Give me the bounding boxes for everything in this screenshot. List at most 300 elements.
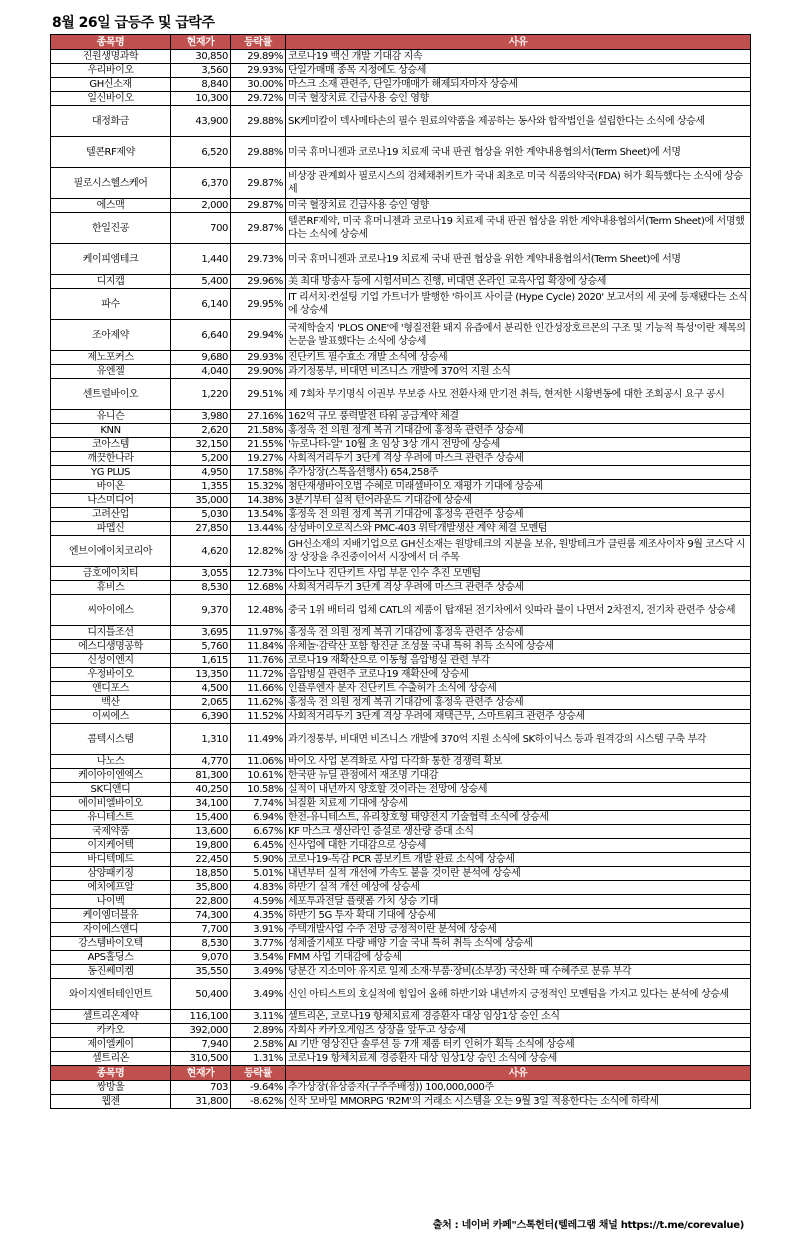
reason-text: 단일가매매 종목 지정에도 상승세 <box>286 64 751 78</box>
change-rate: 29.73% <box>231 244 286 275</box>
table-row <box>51 244 751 275</box>
stock-name: 에스디생명공학 <box>51 640 171 654</box>
current-price: 35,800 <box>171 881 231 895</box>
table-row <box>51 466 751 480</box>
reason-text: 제 7회차 무기명식 이권부 무보증 사모 전환사채 만기전 취득, 현저한 시황변동에 대한 조회공시 요구 공시 <box>286 379 751 410</box>
current-price: 35,550 <box>171 965 231 979</box>
change-rate: 17.58% <box>231 466 286 480</box>
stock-name: 에스맥 <box>51 199 171 213</box>
table-row <box>51 1010 751 1024</box>
change-rate: 29.94% <box>231 320 286 351</box>
current-price: 1,440 <box>171 244 231 275</box>
change-rate: 2.89% <box>231 1024 286 1038</box>
reason-text: IT 리서치·컨설팅 기업 가트너가 발행한 '하이프 사이클 (Hype Cycle) 2020' 보고서의 세 곳에 등재됐다는 소식에 상승세 <box>286 289 751 320</box>
stock-name: 국제약품 <box>51 825 171 839</box>
table-row <box>51 1095 751 1109</box>
table-row <box>51 424 751 438</box>
current-price: 6,640 <box>171 320 231 351</box>
stock-name: 우정바이오 <box>51 668 171 682</box>
reason-text: 중국 1위 배터리 업체 CATL의 제품이 탑재된 전기차에서 잇따라 불이 나면서 2차전지, 전기차 관련주 상승세 <box>286 595 751 626</box>
table-row <box>51 909 751 923</box>
change-rate: 5.90% <box>231 853 286 867</box>
reason-text: 음압병실 관련주 코로나19 재확산에 상승세 <box>286 668 751 682</box>
table-row <box>51 494 751 508</box>
change-rate: 11.84% <box>231 640 286 654</box>
stock-name: 삼양패키징 <box>51 867 171 881</box>
table-row <box>51 581 751 595</box>
current-price: 40,250 <box>171 783 231 797</box>
current-price: 35,000 <box>171 494 231 508</box>
table-row <box>51 881 751 895</box>
current-price: 4,620 <box>171 536 231 567</box>
current-price: 8,840 <box>171 78 231 92</box>
current-price: 34,100 <box>171 797 231 811</box>
stock-name: 바디텍메드 <box>51 853 171 867</box>
current-price: 3,980 <box>171 410 231 424</box>
current-price: 7,700 <box>171 923 231 937</box>
change-rate: 1.31% <box>231 1052 286 1066</box>
reason-text: 추가상장(스톡옵션행사) 654,258주 <box>286 466 751 480</box>
stock-name: 콤텍시스템 <box>51 724 171 755</box>
reason-text: 자회사 카카오게임즈 상장을 앞두고 상승세 <box>286 1024 751 1038</box>
current-price: 15,400 <box>171 811 231 825</box>
current-price: 1,355 <box>171 480 231 494</box>
stock-name: 금호에이치티 <box>51 567 171 581</box>
stock-name: 앤디포스 <box>51 682 171 696</box>
change-rate: 29.87% <box>231 168 286 199</box>
change-rate: 4.35% <box>231 909 286 923</box>
table-row <box>51 410 751 424</box>
stock-name: 에이비엘바이오 <box>51 797 171 811</box>
reason-text: 162억 규모 풍력발전 타워 공급계약 체결 <box>286 410 751 424</box>
reason-text: 당분간 지소미아 유지로 일제 소재·부품·장비(소부장) 국산화 때 수혜주로 분류 부각 <box>286 965 751 979</box>
current-price: 392,000 <box>171 1024 231 1038</box>
stock-name: 나스미디어 <box>51 494 171 508</box>
change-rate: 29.88% <box>231 106 286 137</box>
table-header-row <box>51 1066 751 1081</box>
stock-name: 조아제약 <box>51 320 171 351</box>
reason-text: 진단키트 필수효소 개발 소식에 상승세 <box>286 351 751 365</box>
stock-name: 센트럴바이오 <box>51 379 171 410</box>
reason-text: 국제학술지 'PLOS ONE'에 '형질전환 돼지 유즙에서 분리한 인간성장호르몬의 구조 및 기능적 특성'이란 제목의 논문을 발표했다는 소식에 상승세 <box>286 320 751 351</box>
table-row <box>51 682 751 696</box>
table-row <box>51 1024 751 1038</box>
change-rate: 12.73% <box>231 567 286 581</box>
reason-text: 신인 아티스트의 호실적에 힘입어 올해 하반기와 내년까지 긍정적인 모멘텀을 가지고 있다는 분석에 상승세 <box>286 979 751 1010</box>
table-row <box>51 595 751 626</box>
stock-name: 셀트리온 <box>51 1052 171 1066</box>
table-row <box>51 168 751 199</box>
page-title: 8월 26일 급등주 및 급락주 <box>52 15 215 31</box>
stock-name: 케이아이엔엑스 <box>51 769 171 783</box>
stock-name: 제이엘케이 <box>51 1038 171 1052</box>
change-rate: 27.16% <box>231 410 286 424</box>
reason-text: 과기정통부, 비대면 비즈니스 개발에 370억 지원 소식 <box>286 365 751 379</box>
change-rate: 29.90% <box>231 365 286 379</box>
current-price: 3,695 <box>171 626 231 640</box>
reason-text: 사회적거리두기 3단계 격상 우려에 마스크 관련주 상승세 <box>286 581 751 595</box>
change-rate: 10.58% <box>231 783 286 797</box>
change-rate: 15.32% <box>231 480 286 494</box>
change-rate: 29.87% <box>231 213 286 244</box>
current-price: 6,520 <box>171 137 231 168</box>
change-rate: -9.64% <box>231 1081 286 1095</box>
table-row <box>51 78 751 92</box>
current-price: 13,600 <box>171 825 231 839</box>
change-rate: 4.59% <box>231 895 286 909</box>
header-change: 등락률 <box>231 35 286 50</box>
current-price: 6,390 <box>171 710 231 724</box>
reason-text: 하반기 실적 개선 예상에 상승세 <box>286 881 751 895</box>
table-row <box>51 839 751 853</box>
table-row <box>51 275 751 289</box>
table-row <box>51 137 751 168</box>
change-rate: 6.45% <box>231 839 286 853</box>
stock-name: 코아스템 <box>51 438 171 452</box>
reason-text: 셀트리온, 코로나19 항체치료제 경증환자 대상 임상1상 승인 소식 <box>286 1010 751 1024</box>
current-price: 74,300 <box>171 909 231 923</box>
reason-text: 삼성바이오로직스와 PMC-403 위탁개발생산 계약 체결 모멘텀 <box>286 522 751 536</box>
stock-name: 유엔젤 <box>51 365 171 379</box>
change-rate: 11.06% <box>231 755 286 769</box>
stock-name: APS홀딩스 <box>51 951 171 965</box>
table-row <box>51 783 751 797</box>
change-rate: 11.72% <box>231 668 286 682</box>
reason-text: 코로나19 재확산으로 이동형 음압병실 관련 부각 <box>286 654 751 668</box>
reason-text: 3분기부터 실적 턴어라운드 기대감에 상승세 <box>286 494 751 508</box>
reason-text: 코로나19-독감 PCR 콤보키트 개발 완료 소식에 상승세 <box>286 853 751 867</box>
reason-text: 과기정통부, 비대면 비즈니스 개발에 370억 지원 소식에 SK하이닉스 등과 원격강의 시스템 구축 부각 <box>286 724 751 755</box>
change-rate: 29.51% <box>231 379 286 410</box>
stock-name: 신성이엔지 <box>51 654 171 668</box>
current-price: 8,530 <box>171 581 231 595</box>
table-row <box>51 508 751 522</box>
change-rate: 6.67% <box>231 825 286 839</box>
stock-name: 한일진공 <box>51 213 171 244</box>
stock-name: 와이지엔터테인먼트 <box>51 979 171 1010</box>
reason-text: 한국판 뉴딜 관점에서 재조명 기대감 <box>286 769 751 783</box>
change-rate: 3.91% <box>231 923 286 937</box>
change-rate: 10.61% <box>231 769 286 783</box>
table-header-row <box>51 35 751 50</box>
reason-text: 인플루엔자 분자 진단키트 수출허가 소식에 상승세 <box>286 682 751 696</box>
reason-text: 뇌질환 치료제 기대에 상승세 <box>286 797 751 811</box>
current-price: 6,140 <box>171 289 231 320</box>
current-price: 31,800 <box>171 1095 231 1109</box>
table-row <box>51 452 751 466</box>
stock-name: 디지캡 <box>51 275 171 289</box>
current-price: 4,500 <box>171 682 231 696</box>
change-rate: -8.62% <box>231 1095 286 1109</box>
current-price: 4,950 <box>171 466 231 480</box>
reason-text: 미국 휴머니젠과 코로나19 치료제 국내 판권 협상을 위한 계약내용협의서(Term Sheet)에 서명 <box>286 137 751 168</box>
reason-text: 실적이 내년까지 양호할 것이라는 전망에 상승세 <box>286 783 751 797</box>
current-price: 7,940 <box>171 1038 231 1052</box>
change-rate: 29.95% <box>231 289 286 320</box>
reason-text: GH신소재의 지배기업으로 GH신소재는 원방테크의 지분을 보유, 원방테크가 클린룸 제조사이자 9월 코스닥 시장 상장을 추진중이어서 시장에서 더 주목 <box>286 536 751 567</box>
stock-name: 깨끗한나라 <box>51 452 171 466</box>
change-rate: 30.00% <box>231 78 286 92</box>
header-change: 등락률 <box>231 1066 286 1081</box>
reason-text: 홍정욱 전 의원 정계 복귀 기대감에 홍정욱 관련주 상승세 <box>286 508 751 522</box>
current-price: 32,150 <box>171 438 231 452</box>
change-rate: 2.58% <box>231 1038 286 1052</box>
current-price: 2,065 <box>171 696 231 710</box>
change-rate: 3.49% <box>231 965 286 979</box>
stock-name: 파수 <box>51 289 171 320</box>
reason-text: 주택개발사업 수주 전망 긍정적이란 분석에 상승세 <box>286 923 751 937</box>
table-row <box>51 1052 751 1066</box>
reason-text: 비상장 관계회사 필로시스의 검체채취키트가 국내 최초로 미국 식품의약국(FDA) 허가 획득했다는 소식에 상승세 <box>286 168 751 199</box>
current-price: 9,680 <box>171 351 231 365</box>
change-rate: 29.72% <box>231 92 286 106</box>
current-price: 310,500 <box>171 1052 231 1066</box>
change-rate: 29.96% <box>231 275 286 289</box>
header-price: 현재가 <box>171 35 231 50</box>
reason-text: 다이노나 진단키트 사업 부문 인수 추진 모멘텀 <box>286 567 751 581</box>
current-price: 2,620 <box>171 424 231 438</box>
stock-name: 제노포커스 <box>51 351 171 365</box>
stock-name: 쌍방울 <box>51 1081 171 1095</box>
table-row <box>51 320 751 351</box>
current-price: 1,220 <box>171 379 231 410</box>
current-price: 116,100 <box>171 1010 231 1024</box>
change-rate: 11.97% <box>231 626 286 640</box>
current-price: 5,760 <box>171 640 231 654</box>
table-row <box>51 937 751 951</box>
stock-name: 케이엠더블유 <box>51 909 171 923</box>
change-rate: 13.54% <box>231 508 286 522</box>
change-rate: 4.83% <box>231 881 286 895</box>
change-rate: 12.68% <box>231 581 286 595</box>
stock-name: YG PLUS <box>51 466 171 480</box>
reason-text: FMM 사업 기대감에 상승세 <box>286 951 751 965</box>
table-row <box>51 923 751 937</box>
change-rate: 11.76% <box>231 654 286 668</box>
current-price: 22,800 <box>171 895 231 909</box>
change-rate: 29.88% <box>231 137 286 168</box>
table-row <box>51 769 751 783</box>
stock-name: GH신소재 <box>51 78 171 92</box>
stock-name: 대정화금 <box>51 106 171 137</box>
change-rate: 29.93% <box>231 64 286 78</box>
table-row <box>51 1081 751 1095</box>
change-rate: 11.52% <box>231 710 286 724</box>
current-price: 1,310 <box>171 724 231 755</box>
reason-text: 성체줄기세포 다량 배양 기술 국내 특허 취득 소식에 상승세 <box>286 937 751 951</box>
stock-name: KNN <box>51 424 171 438</box>
stock-name: 카카오 <box>51 1024 171 1038</box>
stock-name: 이지케어텍 <box>51 839 171 853</box>
change-rate: 5.01% <box>231 867 286 881</box>
change-rate: 3.49% <box>231 979 286 1010</box>
reason-text: 첨단재생바이오법 수혜로 미래셀바이오 재평가 기대에 상승세 <box>286 480 751 494</box>
reason-text: 유체놀·감락산 포함 항진균 조성물 국내 특허 취득 소식에 상승세 <box>286 640 751 654</box>
current-price: 8,530 <box>171 937 231 951</box>
stock-name: 일신바이오 <box>51 92 171 106</box>
table-row <box>51 654 751 668</box>
current-price: 4,770 <box>171 755 231 769</box>
table-row <box>51 522 751 536</box>
table-row <box>51 724 751 755</box>
reason-text: 사회적거리두기 3단계 격상 우려에 재택근무, 스마트워크 관련주 상승세 <box>286 710 751 724</box>
table-row <box>51 351 751 365</box>
reason-text: SK케미칼이 덱사메타손의 필수 원료의약품을 제공하는 동사와 합작법인을 설립한다는 소식에 상승세 <box>286 106 751 137</box>
table-row <box>51 668 751 682</box>
change-rate: 3.11% <box>231 1010 286 1024</box>
change-rate: 29.89% <box>231 50 286 64</box>
current-price: 703 <box>171 1081 231 1095</box>
table-row <box>51 536 751 567</box>
stock-name: 고려산업 <box>51 508 171 522</box>
table-row <box>51 951 751 965</box>
current-price: 81,300 <box>171 769 231 783</box>
reason-text: 한전-유니테스트, 유리창호형 태양전지 기술협력 소식에 상승세 <box>286 811 751 825</box>
change-rate: 14.38% <box>231 494 286 508</box>
table-row <box>51 797 751 811</box>
stock-name: 휴비스 <box>51 581 171 595</box>
reason-text: 추가상장(유상증자(구주주배정)) 100,000,000주 <box>286 1081 751 1095</box>
stock-name: 에치에프알 <box>51 881 171 895</box>
table-row <box>51 696 751 710</box>
table-row <box>51 213 751 244</box>
table-row <box>51 1038 751 1052</box>
table-row <box>51 811 751 825</box>
reason-text: 바이오 사업 본격화로 사업 다각화 통한 경쟁력 확보 <box>286 755 751 769</box>
table-row <box>51 965 751 979</box>
change-rate: 13.44% <box>231 522 286 536</box>
table-row <box>51 64 751 78</box>
current-price: 13,350 <box>171 668 231 682</box>
reason-text: 내년부터 실적 개선에 가속도 붙을 것이란 분석에 상승세 <box>286 867 751 881</box>
table-row <box>51 979 751 1010</box>
stock-name: 백산 <box>51 696 171 710</box>
reason-text: 홍정욱 전 의원 정계 복귀 기대감에 홍정욱 관련주 상승세 <box>286 626 751 640</box>
stock-name: 엔브이에이치코리아 <box>51 536 171 567</box>
reason-text: 텔콘RF제약, 미국 휴머니젠과 코로나19 치료제 국내 판권 협상을 위한 계약내용협의서(Term Sheet)에 서명했다는 소식에 상승세 <box>286 213 751 244</box>
reason-text: 홍정욱 전 의원 정계 복귀 기대감에 홍정욱 관련주 상승세 <box>286 696 751 710</box>
current-price: 5,200 <box>171 452 231 466</box>
change-rate: 11.62% <box>231 696 286 710</box>
current-price: 6,370 <box>171 168 231 199</box>
current-price: 43,900 <box>171 106 231 137</box>
stock-name: 유니테스트 <box>51 811 171 825</box>
current-price: 3,055 <box>171 567 231 581</box>
change-rate: 3.77% <box>231 937 286 951</box>
table-row <box>51 825 751 839</box>
current-price: 3,560 <box>171 64 231 78</box>
header-name: 종목명 <box>51 1066 171 1081</box>
reason-text: 홍정욱 전 의원 정계 복귀 기대감에 홍정욱 관련주 상승세 <box>286 424 751 438</box>
table-row <box>51 867 751 881</box>
current-price: 5,400 <box>171 275 231 289</box>
reason-text: KF 마스크 생산라인 증설로 생산량 증대 소식 <box>286 825 751 839</box>
table-row <box>51 379 751 410</box>
header-name: 종목명 <box>51 35 171 50</box>
change-rate: 12.48% <box>231 595 286 626</box>
change-rate: 29.93% <box>231 351 286 365</box>
stock-name: 나이벡 <box>51 895 171 909</box>
reason-text: 코로나19 항체치료제 경증환자 대상 임상1상 승인 소식에 상승세 <box>286 1052 751 1066</box>
table-row <box>51 92 751 106</box>
current-price: 9,370 <box>171 595 231 626</box>
reason-text: 미국 혈장치료 긴급사용 승인 영향 <box>286 199 751 213</box>
reason-text: 세포투과전달 플랫폼 가치 상승 기대 <box>286 895 751 909</box>
stock-name: 씨아이에스 <box>51 595 171 626</box>
stock-table-body <box>51 35 751 1109</box>
reason-text: 신사업에 대한 기대감으로 상승세 <box>286 839 751 853</box>
stock-name: 디지틀조선 <box>51 626 171 640</box>
change-rate: 3.54% <box>231 951 286 965</box>
reason-text: 마스크 소재 관련주, 단일가매매가 해제되자마자 상승세 <box>286 78 751 92</box>
current-price: 2,000 <box>171 199 231 213</box>
stock-name: 케이피엠테크 <box>51 244 171 275</box>
table-row <box>51 199 751 213</box>
stock-name: 진원생명과학 <box>51 50 171 64</box>
table-row <box>51 106 751 137</box>
reason-text: 미국 혈장치료 긴급사용 승인 영향 <box>286 92 751 106</box>
change-rate: 29.87% <box>231 199 286 213</box>
change-rate: 21.58% <box>231 424 286 438</box>
current-price: 30,850 <box>171 50 231 64</box>
stock-name: 이씨에스 <box>51 710 171 724</box>
current-price: 19,800 <box>171 839 231 853</box>
table-row <box>51 289 751 320</box>
reason-text: 신작 모바일 MMORPG 'R2M'의 거래소 시스템을 오는 9월 3일 적용한다는 소식에 하락세 <box>286 1095 751 1109</box>
table-row <box>51 438 751 452</box>
reason-text: 코로나19 백신 개발 기대감 지속 <box>286 50 751 64</box>
reason-text: 하반기 5G 투자 확대 기대에 상승세 <box>286 909 751 923</box>
table-row <box>51 853 751 867</box>
source-credit: 출처 : 네이버 카페"스톡헌터(텔레그램 채널 https://t.me/corevalue) <box>432 1220 744 1231</box>
current-price: 10,300 <box>171 92 231 106</box>
header-reason: 사유 <box>286 35 751 50</box>
stock-name: 바이온 <box>51 480 171 494</box>
current-price: 9,070 <box>171 951 231 965</box>
reason-text: 미국 휴머니젠과 코로나19 치료제 국내 판권 협상을 위한 계약내용협의서(Term Sheet)에 서명 <box>286 244 751 275</box>
table-row <box>51 755 751 769</box>
stock-name: 셀트리온제약 <box>51 1010 171 1024</box>
current-price: 27,850 <box>171 522 231 536</box>
stock-name: 우리바이오 <box>51 64 171 78</box>
table-row <box>51 626 751 640</box>
change-rate: 11.66% <box>231 682 286 696</box>
table-row <box>51 50 751 64</box>
change-rate: 21.55% <box>231 438 286 452</box>
stock-name: 파멥신 <box>51 522 171 536</box>
table-row <box>51 710 751 724</box>
change-rate: 6.94% <box>231 811 286 825</box>
current-price: 5,030 <box>171 508 231 522</box>
table-row <box>51 895 751 909</box>
change-rate: 19.27% <box>231 452 286 466</box>
reason-text: 美 최대 방송사 등에 시험서비스 진행, 비대면 온라인 교육사업 확장에 상승세 <box>286 275 751 289</box>
table-row <box>51 567 751 581</box>
stock-name: 텔콘RF제약 <box>51 137 171 168</box>
reason-text: '뉴로나타-알' 10월 초 임상 3상 개시 전망에 상승세 <box>286 438 751 452</box>
reason-text: AI 기반 영상진단 솔루션 등 7개 제품 터키 인허가 획득 소식에 상승세 <box>286 1038 751 1052</box>
table-row <box>51 640 751 654</box>
stock-name: 자이에스앤디 <box>51 923 171 937</box>
change-rate: 7.74% <box>231 797 286 811</box>
current-price: 50,400 <box>171 979 231 1010</box>
change-rate: 12.82% <box>231 536 286 567</box>
reason-text: 사회적거리두기 3단계 격상 우려에 마스크 관련주 상승세 <box>286 452 751 466</box>
stock-name: 나노스 <box>51 755 171 769</box>
stock-name: 동진쎄미켐 <box>51 965 171 979</box>
current-price: 4,040 <box>171 365 231 379</box>
change-rate: 11.49% <box>231 724 286 755</box>
